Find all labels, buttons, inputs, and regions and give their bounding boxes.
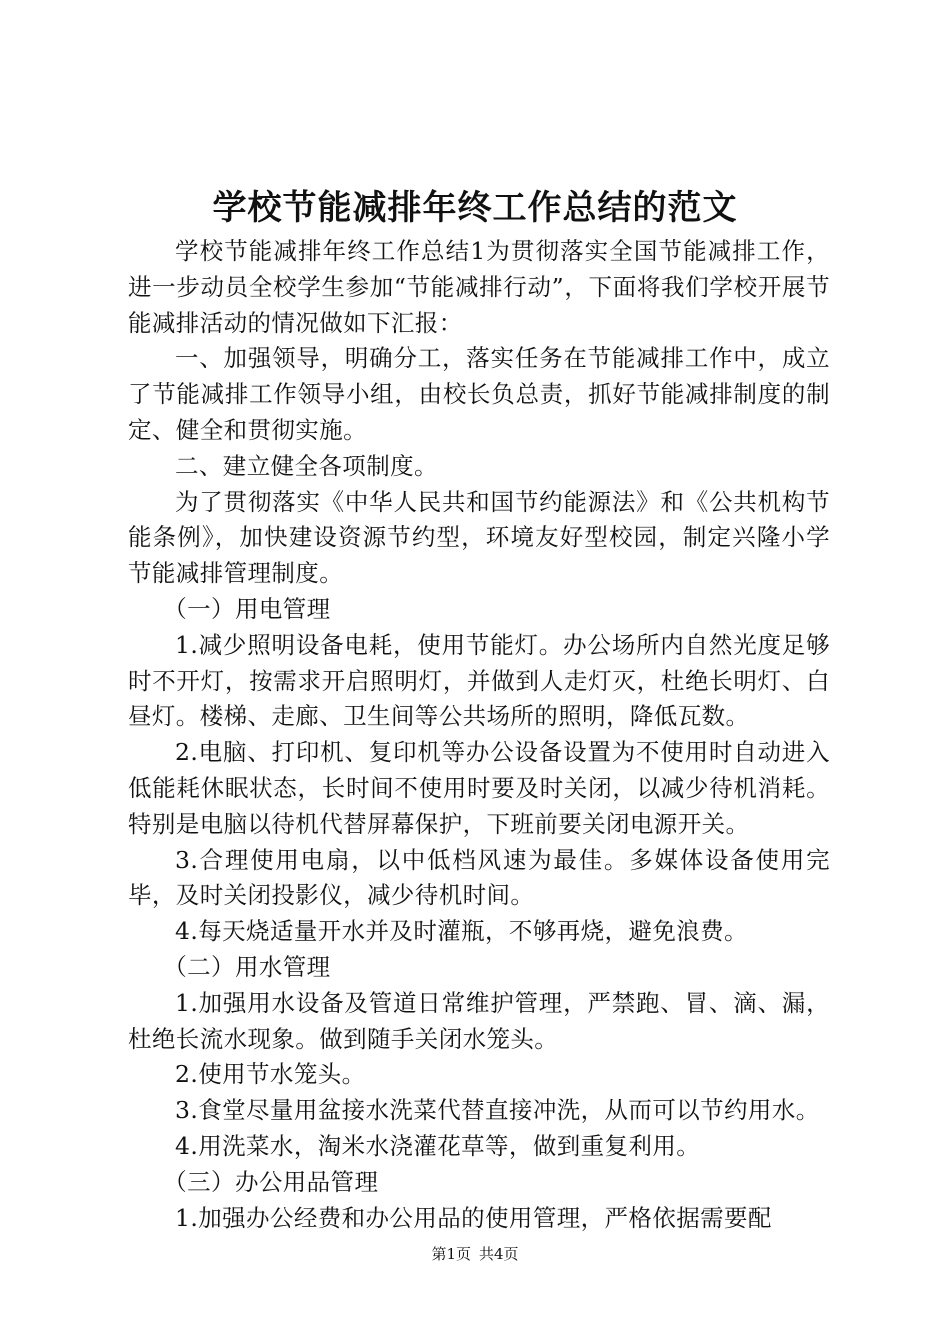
subheading-water: （二）用水管理 xyxy=(163,952,331,981)
page-number: 第1页 xyxy=(431,1245,471,1263)
paragraph-water-1: 1.加强用水设备及管道日常维护管理，严禁跑、冒、滴、漏，杜绝长流水现象。做到随手关闭水笼头。 xyxy=(128,988,830,1053)
paragraph-water-3: 3.食堂尽量用盆接水洗菜代替直接冲洗，从而可以节约用水。 xyxy=(175,1096,820,1125)
page-footer xyxy=(0,1244,950,1264)
paragraph-section-2-heading: 二、建立健全各项制度。 xyxy=(175,451,438,480)
paragraph-electricity-1: 1.减少照明设备电耗，使用节能灯。办公场所内自然光度足够时不开灯，按需求开启照明灯，并做到人走灯灭，杜绝长明灯、白昼灯。楼梯、走廊、卫生间等公共场所的照明，降低瓦数。 xyxy=(128,630,830,731)
paragraph-office-supplies-1: 1.加强办公经费和办公用品的使用管理，严格依据需要配 xyxy=(175,1203,772,1232)
paragraph-intro: 学校节能减排年终工作总结1为贯彻落实全国节能减排工作，进一步动员全校学生参加“节能减排行动”，下面将我们学校开展节能减排活动的情况做如下汇报： xyxy=(128,237,830,337)
subheading-office-supplies: （三）办公用品管理 xyxy=(163,1167,379,1196)
paragraph-regulations: 为了贯彻落实《中华人民共和国节约能源法》和《公共机构节能条例》，加快建设资源节约型，环境友好型校园，制定兴隆小学节能减排管理制度。 xyxy=(128,487,830,588)
subheading-electricity: （一）用电管理 xyxy=(163,594,331,623)
document-body xyxy=(128,234,830,1236)
paragraph-water-2: 2.使用节水笼头。 xyxy=(175,1060,366,1089)
paragraph-water-4: 4.用洗菜水，淘米水浇灌花草等，做到重复利用。 xyxy=(175,1131,701,1160)
page-total: 共4页 xyxy=(479,1245,519,1263)
paragraph-electricity-3: 3.合理使用电扇，以中低档风速为最佳。多媒体设备使用完毕，及时关闭投影仪，减少待机时间。 xyxy=(128,845,830,910)
document-title: 学校节能减排年终工作总结的范文 xyxy=(212,188,738,228)
paragraph-electricity-4: 4.每天烧适量开水并及时灌瓶，不够再烧，避免浪费。 xyxy=(175,917,748,946)
paragraph-electricity-2: 2.电脑、打印机、复印机等办公设备设置为不使用时自动进入低能耗休眠状态，长时间不使用时要及时关闭，以减少待机消耗。特别是电脑以待机代替屏幕保护，下班前要关闭电源开关。 xyxy=(128,738,830,838)
paragraph-section-1: 一、加强领导，明确分工，落实任务在节能减排工作中，成立了节能减排工作领导小组，由校长负总责，抓好节能减排制度的制定、健全和贯彻实施。 xyxy=(128,344,830,444)
